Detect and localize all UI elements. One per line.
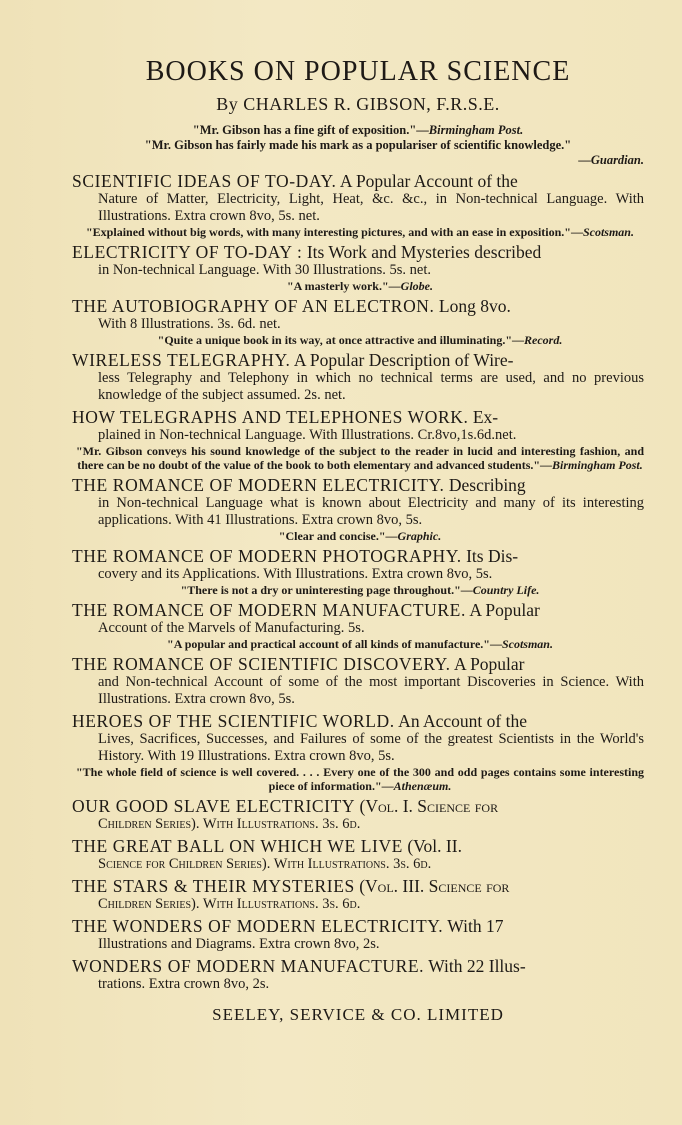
book-description: Account of the Marvels of Manufacturing. 5s. bbox=[98, 620, 365, 636]
book-title: HEROES OF THE SCIENTIFIC WORLD. bbox=[72, 711, 395, 731]
book-title: WONDERS OF MODERN MANUFACTURE. bbox=[72, 956, 425, 976]
book-heading bbox=[72, 600, 644, 620]
book-desc-start: A Popular bbox=[450, 654, 525, 674]
book-title: THE AUTOBIOGRAPHY OF AN ELECTRON. bbox=[72, 296, 435, 316]
press-quote bbox=[72, 444, 644, 472]
book-entry bbox=[72, 296, 644, 347]
book-title: THE ROMANCE OF SCIENTIFIC DISCOVERY. bbox=[72, 654, 451, 674]
book-desc-start: (Vol. III. Science for bbox=[354, 876, 510, 896]
book-entry bbox=[72, 407, 644, 472]
author-byline: By CHARLES R. GIBSON, F.R.S.E. bbox=[216, 94, 500, 114]
publisher-imprint: SEELEY, SERVICE & CO. LIMITED bbox=[212, 1005, 504, 1024]
book-entry bbox=[72, 796, 644, 833]
book-heading bbox=[72, 407, 644, 427]
quote-text: "A popular and practical account of all kinds of manufacture."— bbox=[167, 637, 502, 651]
book-heading bbox=[72, 242, 644, 262]
quote-attribution: Graphic. bbox=[397, 529, 442, 543]
book-desc-start: Its Dis- bbox=[461, 546, 519, 566]
quote-text: "Explained without big words, with many interesting pictures, and with an ease in exposition."— bbox=[86, 225, 583, 239]
book-description: Illustrations and Diagrams. Extra crown 8vo, 2s. bbox=[98, 936, 380, 952]
book-title: THE WONDERS OF MODERN ELECTRICITY. bbox=[72, 916, 444, 936]
book-entry bbox=[72, 242, 644, 293]
book-desc-start: Describing bbox=[444, 475, 526, 495]
quote-text: "Quite a unique book in its way, at once attractive and illuminating."— bbox=[157, 333, 525, 347]
book-heading bbox=[72, 171, 644, 191]
book-heading bbox=[72, 876, 644, 896]
book-desc-start: A Popular Account of the bbox=[336, 171, 518, 191]
book-entry bbox=[72, 600, 644, 651]
quote-text: "The whole field of science is well covered. . . . Every one of the 300 and odd pages contains some interesting piece of information."— bbox=[76, 765, 644, 793]
quote-attribution: Country Life. bbox=[472, 583, 540, 597]
book-desc-start: (Vol. I. Science for bbox=[355, 796, 499, 816]
book-description: and Non-technical Account of some of the most important Discoveries in Science. With Illustrations. Extra crown 8vo, 5s. bbox=[98, 674, 644, 707]
press-quote bbox=[72, 138, 644, 153]
book-description: Children Series). With Illustrations. 3s. 6d. bbox=[98, 816, 361, 832]
press-quote bbox=[72, 583, 644, 597]
book-description: Children Series). With Illustrations. 3s. 6d. bbox=[98, 896, 361, 912]
press-quote bbox=[72, 279, 644, 293]
quote-text: "Clear and concise."— bbox=[278, 529, 398, 543]
press-quote bbox=[72, 765, 644, 793]
book-title: THE STARS & THEIR MYSTERIES bbox=[72, 876, 355, 896]
quote-attribution: Birmingham Post. bbox=[552, 458, 643, 472]
book-title: HOW TELEGRAPHS AND TELEPHONES WORK. bbox=[72, 407, 469, 427]
book-heading bbox=[72, 296, 644, 316]
book-description: covery and its Applications. With Illustrations. Extra crown 8vo, 5s. bbox=[98, 566, 493, 582]
book-entry bbox=[72, 654, 644, 708]
book-description: trations. Extra crown 8vo, 2s. bbox=[98, 976, 270, 992]
book-heading bbox=[72, 475, 644, 495]
book-description: less Telegraphy and Telephony in which no technical terms are used, and no previous knowledge of the subject assumed. 2s. net. bbox=[98, 370, 644, 403]
quote-text: "Mr. Gibson conveys his sound knowledge of the subject to the reader in lucid and interesting fashion, and there can be no doubt of the value of the book to both elementary and advanced students."— bbox=[76, 444, 644, 472]
book-entry bbox=[72, 475, 644, 543]
book-description: in Non-technical Language what is known about Electricity and many of its interesting applications. With 41 Illustrations. Extra crown 8vo, 5s. bbox=[98, 495, 644, 528]
book-desc-start: Ex- bbox=[468, 407, 499, 427]
book-desc-start: A Popular bbox=[465, 600, 540, 620]
book-title: WIRELESS TELEGRAPHY. bbox=[72, 350, 291, 370]
book-heading bbox=[72, 796, 644, 816]
book-desc-start: With 22 Illus- bbox=[424, 956, 526, 976]
book-entry bbox=[72, 956, 644, 993]
book-description: With 8 Illustrations. 3s. 6d. net. bbox=[98, 316, 281, 332]
book-title: SCIENTIFIC IDEAS OF TO-DAY. bbox=[72, 171, 337, 191]
book-entry bbox=[72, 546, 644, 597]
press-quote bbox=[72, 529, 644, 543]
book-entry bbox=[72, 171, 644, 239]
book-heading bbox=[72, 916, 644, 936]
press-quote bbox=[72, 333, 644, 347]
book-list bbox=[72, 171, 644, 993]
book-title: THE ROMANCE OF MODERN PHOTOGRAPHY. bbox=[72, 546, 462, 566]
book-description: Science for Children Series). With Illustrations. 3s. 6d. bbox=[98, 856, 432, 872]
book-title: THE GREAT BALL ON WHICH WE LIVE bbox=[72, 836, 403, 856]
book-heading bbox=[72, 654, 644, 674]
book-entry bbox=[72, 836, 644, 873]
quote-attribution: Scotsman. bbox=[582, 225, 634, 239]
quote-text: "Mr. Gibson has a fine gift of exposition."— bbox=[192, 123, 429, 137]
quote-attribution: Scotsman. bbox=[501, 637, 553, 651]
book-title: ELECTRICITY OF TO-DAY : bbox=[72, 242, 303, 262]
quote-attribution: Globe. bbox=[400, 279, 433, 293]
book-entry bbox=[72, 876, 644, 913]
book-heading bbox=[72, 350, 644, 370]
quote-text: "A masterly work."— bbox=[287, 279, 401, 293]
quote-text: "There is not a dry or uninteresting page throughout."— bbox=[180, 583, 473, 597]
quote-attribution: Athenæum. bbox=[393, 779, 452, 793]
quote-text: "Mr. Gibson has fairly made his mark as a populariser of scientific knowledge." bbox=[144, 138, 572, 152]
quote-attribution: Birmingham Post. bbox=[428, 123, 524, 137]
press-quote bbox=[72, 225, 644, 239]
page-title: BOOKS ON POPULAR SCIENCE bbox=[145, 56, 571, 87]
book-entry bbox=[72, 916, 644, 953]
book-desc-start: (Vol. II. bbox=[402, 836, 462, 856]
press-quote bbox=[72, 123, 644, 138]
press-quote bbox=[72, 637, 644, 651]
book-description: in Non-technical Language. With 30 Illustrations. 5s. net. bbox=[98, 262, 431, 278]
book-heading bbox=[72, 546, 644, 566]
book-desc-start: With 17 bbox=[443, 916, 504, 936]
book-description: Nature of Matter, Electricity, Light, Heat, &c. &c., in Non-technical Language. With Illustrations. Extra crown 8vo, 5s. net. bbox=[98, 191, 644, 224]
book-description: plained in Non-technical Language. With Illustrations. Cr.8vo,1s.6d.net. bbox=[98, 427, 517, 443]
book-entry bbox=[72, 711, 644, 793]
book-entry bbox=[72, 350, 644, 404]
book-desc-start: Long 8vo. bbox=[434, 296, 511, 316]
book-heading bbox=[72, 956, 644, 976]
quote-attribution: Record. bbox=[524, 333, 563, 347]
book-title: THE ROMANCE OF MODERN ELECTRICITY. bbox=[72, 475, 445, 495]
book-heading bbox=[72, 836, 644, 856]
book-title: THE ROMANCE OF MODERN MANUFACTURE. bbox=[72, 600, 466, 620]
book-title: OUR GOOD SLAVE ELECTRICITY bbox=[72, 796, 356, 816]
book-desc-start: A Popular Description of Wire- bbox=[290, 350, 514, 370]
book-description: Lives, Sacrifices, Successes, and Failures of some of the greatest Scientists in the World's History. With 19 Illustrations. Extra crown 8vo, 5s. bbox=[98, 731, 644, 764]
book-desc-start: Its Work and Mysteries described bbox=[302, 242, 542, 262]
quote-attribution: —Guardian. bbox=[578, 153, 644, 167]
book-desc-start: An Account of the bbox=[394, 711, 527, 731]
book-heading bbox=[72, 711, 644, 731]
